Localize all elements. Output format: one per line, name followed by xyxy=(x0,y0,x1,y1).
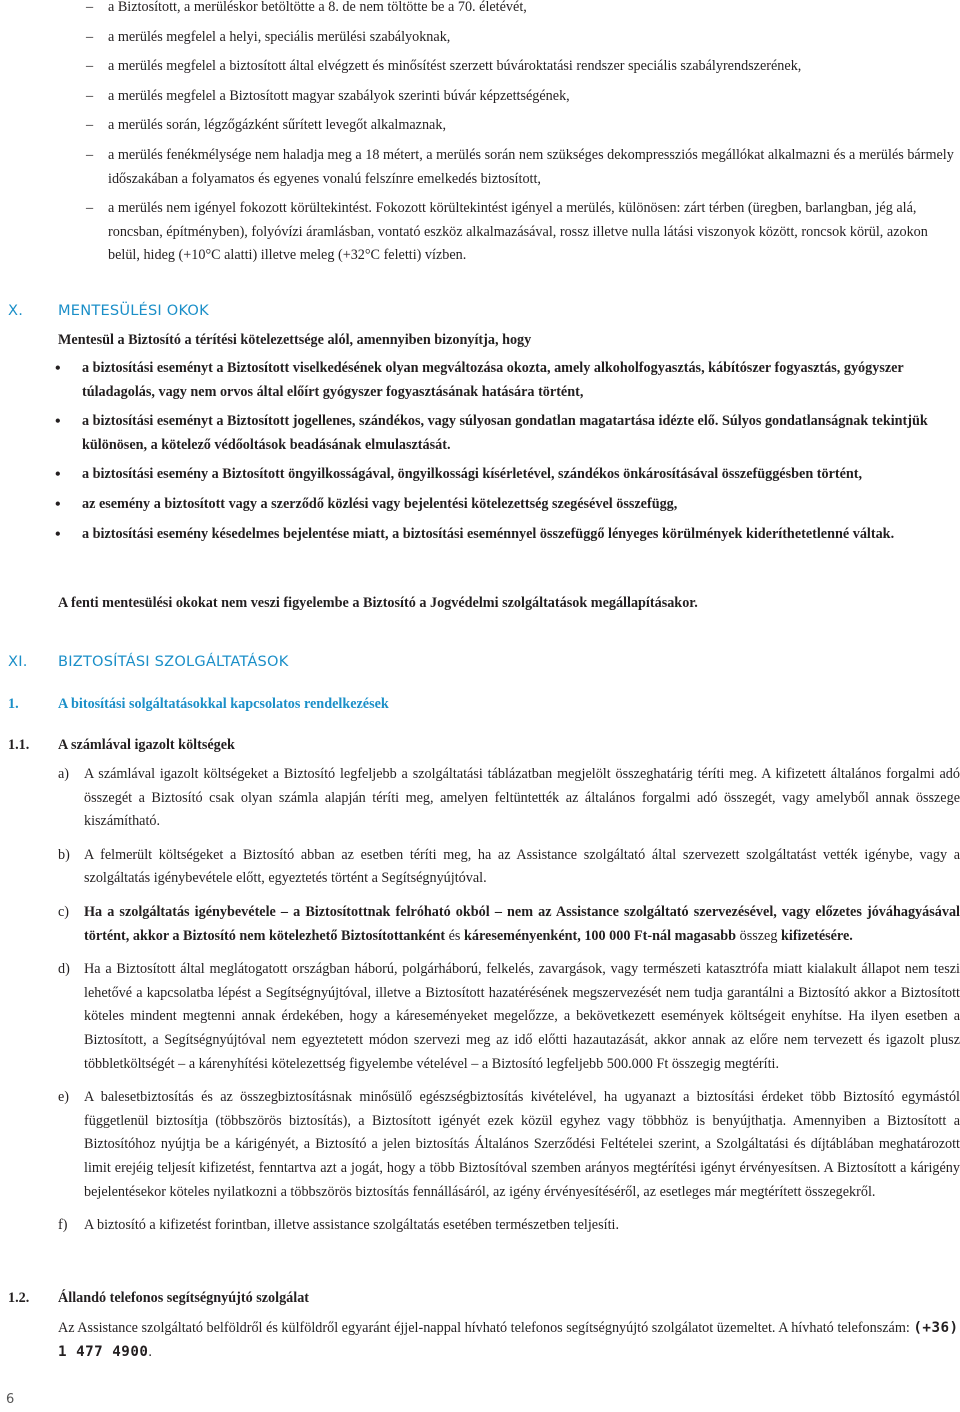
list-item-text: az esemény a biztosított vagy a szerződő közlési vagy bejelentési kötelezettség szegésével összefügg, xyxy=(82,495,678,512)
bullet-marker: • xyxy=(55,413,61,431)
subsection-number: 1.1. xyxy=(8,737,30,753)
item-marker: c) xyxy=(58,903,70,920)
dive-conditions-list xyxy=(0,0,960,274)
bullet-marker: • xyxy=(55,495,61,513)
item-marker: a) xyxy=(58,766,70,782)
dash-marker: – xyxy=(86,87,94,104)
list-item-text: a biztosítási eseményt a Biztosított viselkedésének olyan megváltozása okozta, amely alkoholfogyasztás, kábítószer fogyasztás, gyógyszer túladagolás, vagy nem orvos által előírt gyógyszer fogyasztásának hatására történt, xyxy=(82,360,904,400)
list-item-text: A felmerült költségeket a Biztosító abban az esetben téríti meg, ha az Assistance szolgáltató által szervezett szolgáltatást vették igénybe, vagy a szolgáltatás igénybevétele előtt, egyeztetés történt a Segítségnyújtóval. xyxy=(84,846,960,887)
list-item xyxy=(0,958,960,1076)
section-closing: A fenti mentesülési okokat nem veszi figyelembe a Biztosító a Jogvédelmi szolgáltatások megállapításakor. xyxy=(58,595,698,611)
section-number: XI. xyxy=(8,653,28,670)
bullet-marker: • xyxy=(55,525,61,543)
item-marker: d) xyxy=(58,961,70,978)
list-item-text: Ha a Biztosított által meglátogatott országban háború, polgárháború, felkelés, zavargások, vagy természeti katasztrófa miatt kialakult állapot nem teszi lehetővé a kapcsolatba lépést a Segítségnyújtóval, illetve a Biztosított hazatérésének megszervezését nem tudja garantálni a Biztosító akkor a Biztosított köteles mindent megtenni annak érdekében, hogy a káreseményeket megelőzze, a bekövetkezett események költségeit enyhítse. Ha ilyen esetben a Biztosított, a Segítségnyújtóval nem egyeztetett módon szervezi meg az idő előtti hazautazását, akkor annak az előre nem tervezett és igazolt plusz többletköltségét – a kárenyhítési kötelezettség figyelembe vételével – a Biztosító legfeljebb 500.000 Ft összegig megtéríti. xyxy=(84,961,960,1072)
list-item-text: a merülés fenékmélysége nem haladja meg a 18 métert, a merülés során nem szükséges dekompressziós megállókat alkalmazni és a merülés bármely időszakában a folyamatos és egyenes vonalú felszínre emelkedés biztosított, xyxy=(108,146,954,187)
hotline-end: . xyxy=(148,1343,152,1360)
list-item-text: a biztosítási esemény késedelmes bejelentése miatt, a biztosítási eseménnyel összefüggő lényeges körülmények kideríthetetlenné váltak. xyxy=(82,525,895,542)
subsection-number: 1.2. xyxy=(8,1290,30,1306)
item-marker: e) xyxy=(58,1089,70,1106)
list-item-text: a merülés megfelel a Biztosított magyar szabályok szerinti búvár képzettségének, xyxy=(108,87,570,104)
list-item xyxy=(0,763,960,834)
subsection-title: Állandó telefonos segítségnyújtó szolgálat xyxy=(58,1290,310,1306)
plain-text: összeg xyxy=(736,927,781,944)
section-number: X. xyxy=(8,302,24,319)
bullet-marker: • xyxy=(55,466,61,484)
list-item-text: A biztosító a kifizetést forintban, illetve assistance szolgáltatás esetében természetben teljesíti. xyxy=(84,1217,620,1234)
list-item xyxy=(0,410,960,457)
item-marker: b) xyxy=(58,846,70,863)
list-item xyxy=(0,1086,960,1204)
list-item xyxy=(0,26,960,50)
bold-text: Ha a szolgáltatás igénybevétele – a Biztosítottnak felróható okból – nem az Assistance szolgáltató szervezésével, vagy előzetes jóváhagyásával történt, akkor a Biztosító nem kötelezhető Biztosítottanként xyxy=(84,903,960,944)
list-item xyxy=(0,85,960,109)
dash-marker: – xyxy=(86,28,94,45)
dash-marker: – xyxy=(86,117,94,134)
list-item-text: a Biztosított, a merüléskor betöltötte a 8. de nem töltötte be a 70. életévét, xyxy=(108,0,527,15)
list-item-text: a merülés során, légzőgázként sűrített levegőt alkalmaznak, xyxy=(108,117,446,134)
list-item-text: A balesetbiztosítás és az összegbiztosításnak minősülő egészségbiztosítás kivételével, ha ugyanazt a biztosítási érdeket több Biztosító egymástól függetlenül biztosítja (többszörös biztosítás), a Biztosított igényét ezek közül egyhez vagy többhöz is benyújthatja. Amennyiben a Biztosított a Biztosítóhoz nyújtja be a kárigényét, a Biztosító a jelen biztosítás Általános Szerződési Feltételei szerint, a Szolgáltatási és díjtáblában meghatározott limit erejéig teljesít kifizetést, fenntartva azt a jogát, hogy a több Biztosítóval szemben arányos megtérítési igényt érvényesítsen. A Biztosított a kárigény bejelentésekor köteles nyilatkozni a többszörös biztosítás fennállásáról, az igény érvényesítéséről, az esetleges már megtérített összegekről. xyxy=(84,1089,960,1200)
bold-text: kifizetésére. xyxy=(781,927,853,944)
hotline-paragraph xyxy=(58,1317,960,1364)
bullet-marker: • xyxy=(55,360,61,377)
list-item xyxy=(0,0,960,20)
hotline-text: Az Assistance szolgáltató belföldről és külföldről egyaránt éjjel-nappal hívható telefonos segítségnyújtó szolgálatot üzemeltet. A hívható telefonszám: xyxy=(58,1320,914,1336)
subsection-title: A bitosítási solgáltatásokkal kapcsolatos rendelkezések xyxy=(58,696,389,712)
subsection-heading-1 xyxy=(8,693,389,717)
list-item xyxy=(0,55,960,79)
subsection-heading-1-2 xyxy=(8,1287,309,1311)
dash-marker: – xyxy=(86,200,94,217)
list-item-text: a merülés megfelel a biztosított által elvégzett és minősítést szerzett búvároktatási rendszer speciális szabályrendszerének, xyxy=(108,58,802,75)
plain-text: és xyxy=(445,927,464,944)
section-title: MENTESÜLÉSI OKOK xyxy=(58,302,209,319)
subsection-title: A számlával igazolt költségek xyxy=(58,737,235,753)
section-heading-x xyxy=(8,299,209,323)
list-item xyxy=(0,493,960,517)
list-item xyxy=(0,357,960,404)
list-item-text: A számlával igazolt költségeket a Biztosító legfeljebb a szolgáltatási táblázatban megjelölt összeghatárig téríti meg. A kifizetett általános forgalmi adó összegét a Biztosító csak olyan számla alapján téríti meg, amelyen feltüntették az általános forgalmi adó összegét, vagy amelyből annak összege kiszámítható. xyxy=(84,766,960,830)
list-item xyxy=(0,1214,960,1238)
list-item-text: a merülés megfelel a helyi, speciális merülési szabályoknak, xyxy=(108,28,451,45)
section-intro: Mentesül a Biztosító a térítési kötelezettsége alól, amennyiben bizonyítja, hogy xyxy=(58,332,532,348)
section-title: BIZTOSÍTÁSI SZOLGÁLTATÁSOK xyxy=(58,653,289,670)
exemption-list xyxy=(0,357,960,552)
cost-rules-list xyxy=(0,763,960,1248)
dash-marker: – xyxy=(86,146,94,163)
bold-text: káreseményenként, 100 000 Ft-nál magasabb xyxy=(464,927,737,944)
list-item xyxy=(0,197,960,268)
phone-number: (+36) 1 477 4900 xyxy=(58,1320,959,1360)
item-marker: f) xyxy=(58,1217,68,1234)
subsection-heading-1-1 xyxy=(8,734,235,758)
dash-marker: – xyxy=(86,58,94,75)
list-item xyxy=(0,523,960,547)
page-number: 6 xyxy=(6,1392,15,1407)
subsection-number: 1. xyxy=(8,696,19,712)
list-item xyxy=(0,144,960,191)
list-item-text: a merülés nem igényel fokozott körültekintést. Fokozott körültekintést igényel a merülés, különösen: zárt térben (üregben, barlangban, jég alá, roncsban, építményben), folyóvízi áramlásban, vontató eszköz alkalmazásával, rossz illetve nulla látási viszonyok között, roncsok körül, azokon belül, hideg (+10°C alatti) illetve meleg (+32°C feletti) vízben. xyxy=(108,200,928,264)
dash-marker: – xyxy=(86,0,94,15)
list-item-text xyxy=(84,904,960,944)
list-item xyxy=(0,901,960,948)
list-item xyxy=(0,463,960,487)
list-item-text: a biztosítási esemény a Biztosított öngyilkosságával, öngyilkossági kísérletével, szándékos önkárosításával összefüggésben történt, xyxy=(82,466,863,483)
list-item-text: a biztosítási eseményt a Biztosított jogellenes, szándékos, vagy súlyosan gondatlan magatartása idézte elő. Súlyos gondatlanságnak tekintjük különösen, a kötelező védőoltások beadásának elmulasztását. xyxy=(82,413,928,453)
list-item xyxy=(0,114,960,138)
section-heading-xi xyxy=(8,650,288,674)
list-item xyxy=(0,844,960,891)
